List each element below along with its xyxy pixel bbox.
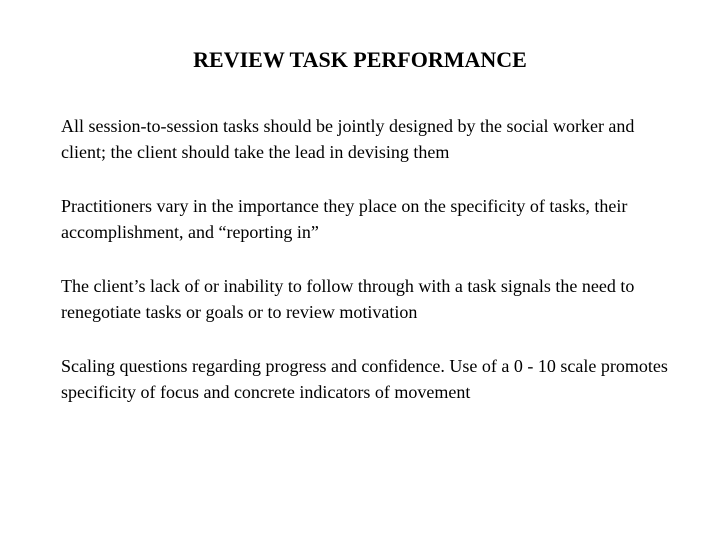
bullet-list (61, 113, 671, 433)
slide-title: REVIEW TASK PERFORMANCE (193, 47, 527, 72)
bullet-item: Scaling questions regarding progress and confidence. Use of a 0 - 10 scale promotes specificity of focus and concrete indicators of movement (61, 356, 668, 402)
bullet-item: All session-to-session tasks should be jointly designed by the social worker and client; the client should take the lead in devising them (61, 116, 635, 162)
bullet-item: The client’s lack of or inability to follow through with a task signals the need to renegotiate tasks or goals or to review motivation (61, 276, 635, 322)
bullet-item: Practitioners vary in the importance they place on the specificity of tasks, their accomplishment, and “reporting in” (61, 196, 628, 242)
